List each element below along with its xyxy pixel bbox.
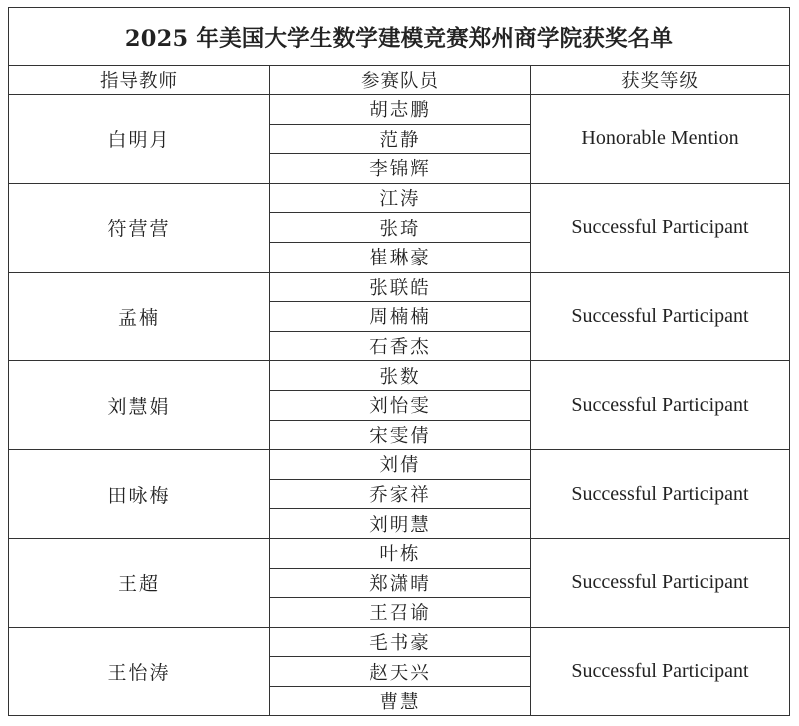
table-row <box>9 95 790 125</box>
team-member-cell: 赵天兴 <box>270 657 531 687</box>
award-list-document <box>8 7 789 719</box>
award-level-cell: Honorable Mention <box>531 95 790 184</box>
team-member-cell: 江涛 <box>270 183 531 213</box>
team-member-cell: 范静 <box>270 124 531 154</box>
team-member-cell: 郑潇晴 <box>270 568 531 598</box>
table-row <box>9 183 790 213</box>
team-member-cell: 刘怡雯 <box>270 390 531 420</box>
award-level-cell: Successful Participant <box>531 183 790 272</box>
advisor-cell: 白明月 <box>9 95 270 184</box>
team-member-cell: 刘明慧 <box>270 509 531 539</box>
advisor-cell: 王超 <box>9 538 270 627</box>
table-body <box>9 95 790 716</box>
team-member-cell: 张数 <box>270 361 531 391</box>
award-level-cell: Successful Participant <box>531 272 790 361</box>
table-row <box>9 272 790 302</box>
team-member-cell: 乔家祥 <box>270 479 531 509</box>
team-member-cell: 王召谕 <box>270 598 531 628</box>
table-row <box>9 538 790 568</box>
team-member-cell: 叶栋 <box>270 538 531 568</box>
team-member-cell: 张联皓 <box>270 272 531 302</box>
advisor-cell: 田咏梅 <box>9 450 270 539</box>
award-level-cell: Successful Participant <box>531 450 790 539</box>
team-member-cell: 曹慧 <box>270 686 531 716</box>
team-member-cell: 周楠楠 <box>270 302 531 332</box>
team-member-cell: 李锦辉 <box>270 154 531 184</box>
header-award: 获奖等级 <box>531 66 790 95</box>
team-member-cell: 毛书豪 <box>270 627 531 657</box>
team-member-cell: 宋雯倩 <box>270 420 531 450</box>
header-team: 参赛队员 <box>270 66 531 95</box>
advisor-cell: 王怡涛 <box>9 627 270 716</box>
award-level-cell: Successful Participant <box>531 627 790 716</box>
table-row <box>9 627 790 657</box>
table-title: 2025 年美国大学生数学建模竞赛郑州商学院获奖名单 <box>9 8 790 66</box>
team-member-cell: 崔琳豪 <box>270 242 531 272</box>
team-member-cell: 张琦 <box>270 213 531 243</box>
team-member-cell: 胡志鹏 <box>270 95 531 125</box>
team-member-cell: 石香杰 <box>270 331 531 361</box>
advisor-cell: 孟楠 <box>9 272 270 361</box>
header-advisor: 指导教师 <box>9 66 270 95</box>
award-table <box>8 7 790 716</box>
table-row <box>9 450 790 480</box>
award-level-cell: Successful Participant <box>531 361 790 450</box>
advisor-cell: 符营营 <box>9 183 270 272</box>
table-row <box>9 361 790 391</box>
title-row <box>9 8 790 66</box>
team-member-cell: 刘倩 <box>270 450 531 480</box>
advisor-cell: 刘慧娟 <box>9 361 270 450</box>
header-row <box>9 66 790 95</box>
award-level-cell: Successful Participant <box>531 538 790 627</box>
